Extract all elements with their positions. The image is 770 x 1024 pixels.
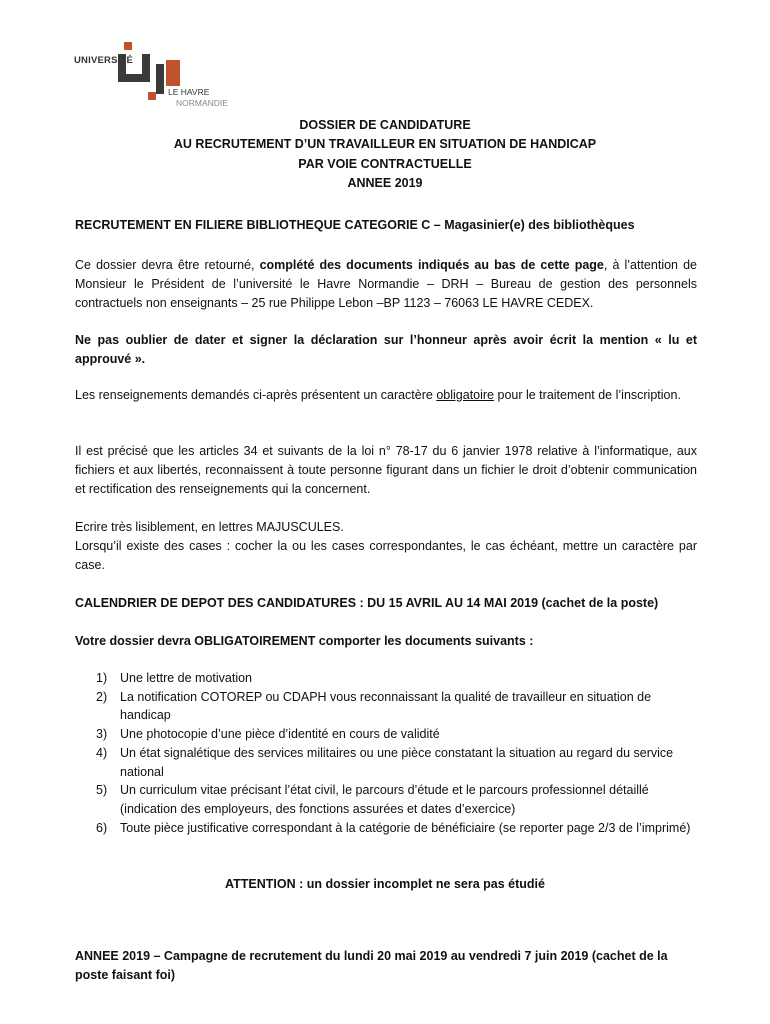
logo-square-accent-2 [148,92,156,100]
instructions-line-2: Lorsqu’il existe des cases : cocher la ou les cases correspondantes, le cas échéant, mettre un caractère par case. [75,539,697,572]
document-item [75,744,700,781]
para1-text-bold: complété des documents indiqués au bas de cette page [259,258,604,272]
documents-list [75,669,700,837]
title-line-4: ANNEE 2019 [347,176,423,190]
document-item [75,669,700,688]
paragraph-obligatoire [75,386,697,405]
logo-text-le-havre: LE HAVRE [168,87,210,97]
title-line-1: DOSSIER DE CANDIDATURE [299,118,471,132]
document-item [75,819,700,838]
document-item-text: Un curriculum vitae précisant l’état civil, le parcours d’étude et le parcours professionnel détaillé (indication des employeurs, des fonctions assurées et dates d’exercice) [120,783,649,816]
documents-intro: Votre dossier devra OBLIGATOIREMENT comporter les documents suivants : [75,634,534,648]
attention-notice: ATTENTION : un dossier incomplet ne sera pas étudié [225,877,545,891]
document-item-number: 1) [96,671,108,685]
para1-text-c: , à l’attention de Monsieur le Président de l’université le Havre Normandie – DRH – Bureau de gestion des personnels contractuels non enseignants – 25 rue Philippe Lebon –BP 1123 – 76063 LE HAVRE CEDEX. [75,258,697,310]
logo-text-normandie: NORMANDIE [176,98,228,108]
title-line-3: PAR VOIE CONTRACTUELLE [298,157,472,171]
document-item-text: Une lettre de motivation [120,671,253,685]
heading-filiere: RECRUTEMENT EN FILIERE BIBLIOTHEQUE CATEGORIE C – Magasinier(e) des bibliothèques [75,218,635,232]
logo-bar-dark-4 [156,64,164,94]
document-item-text: Un état signalétique des services militaires ou une pièce constatant la situation au regard du service national [120,745,674,779]
logo-text-universite: UNIVERSITÉ [74,55,134,66]
university-logo [70,40,260,112]
document-item-text: La notification COTOREP ou CDAPH vous reconnaissant la qualité de travailleur en situation de handicap [120,689,652,723]
document-item-text: Toute pièce justificative correspondant à la catégorie de bénéficiaire (se reporter page 2/3 de l’imprimé) [120,820,691,835]
document-item-text: Une photocopie d’une pièce d’identité en cours de validité [120,727,440,742]
title-line-2: AU RECRUTEMENT D’UN TRAVAILLEUR EN SITUATION DE HANDICAP [173,137,597,151]
document-item-number: 6) [96,820,108,835]
para3-text-c: pour le traitement de l’inscription. [494,388,681,402]
document-item-number: 2) [96,689,108,704]
document-item [75,725,700,744]
para3-text-a: Les renseignements demandés ci-après présentent un caractère [75,388,437,402]
paragraph-sign-reminder: Ne pas oublier de dater et signer la déclaration sur l’honneur après avoir écrit la mention « lu et approuvé ». [75,333,697,366]
para3-text-underlined: obligatoire [436,388,495,402]
paragraph-instructions [75,518,697,575]
document-item-number: 3) [96,727,108,742]
logo-bar-dark-3 [142,54,150,82]
document-item [75,781,700,818]
campaign-dates: ANNEE 2019 – Campagne de recrutement du lundi 20 mai 2019 au vendredi 7 juin 2019 (cachet de la poste faisant foi) [75,949,668,982]
paragraph-return-address [75,256,697,313]
logo-mark-icon [70,40,260,112]
para1-text-a: Ce dossier devra être retourné, [75,258,260,272]
instructions-line-1: Ecrire très lisiblement, en lettres MAJUSCULES. [75,520,344,534]
document-item-number: 4) [96,745,108,760]
logo-square-accent-1 [124,42,132,50]
logo-bar-accent [166,60,180,86]
heading-calendar: CALENDRIER DE DEPOT DES CANDIDATURES : DU 15 AVRIL AU 14 MAI 2019 (cachet de la poste) [75,596,659,610]
document-item [75,688,700,725]
paragraph-informatique-libertes: Il est précisé que les articles 34 et suivants de la loi n° 78-17 du 6 janvier 1978 relative à l’informatique, aux fichiers et aux libertés, reconnaissent à toute personne figurant dans un fichier le droit d’obtenir communication et rectification des renseignements qui la concernent. [75,444,697,496]
document-item-number: 5) [96,783,108,798]
